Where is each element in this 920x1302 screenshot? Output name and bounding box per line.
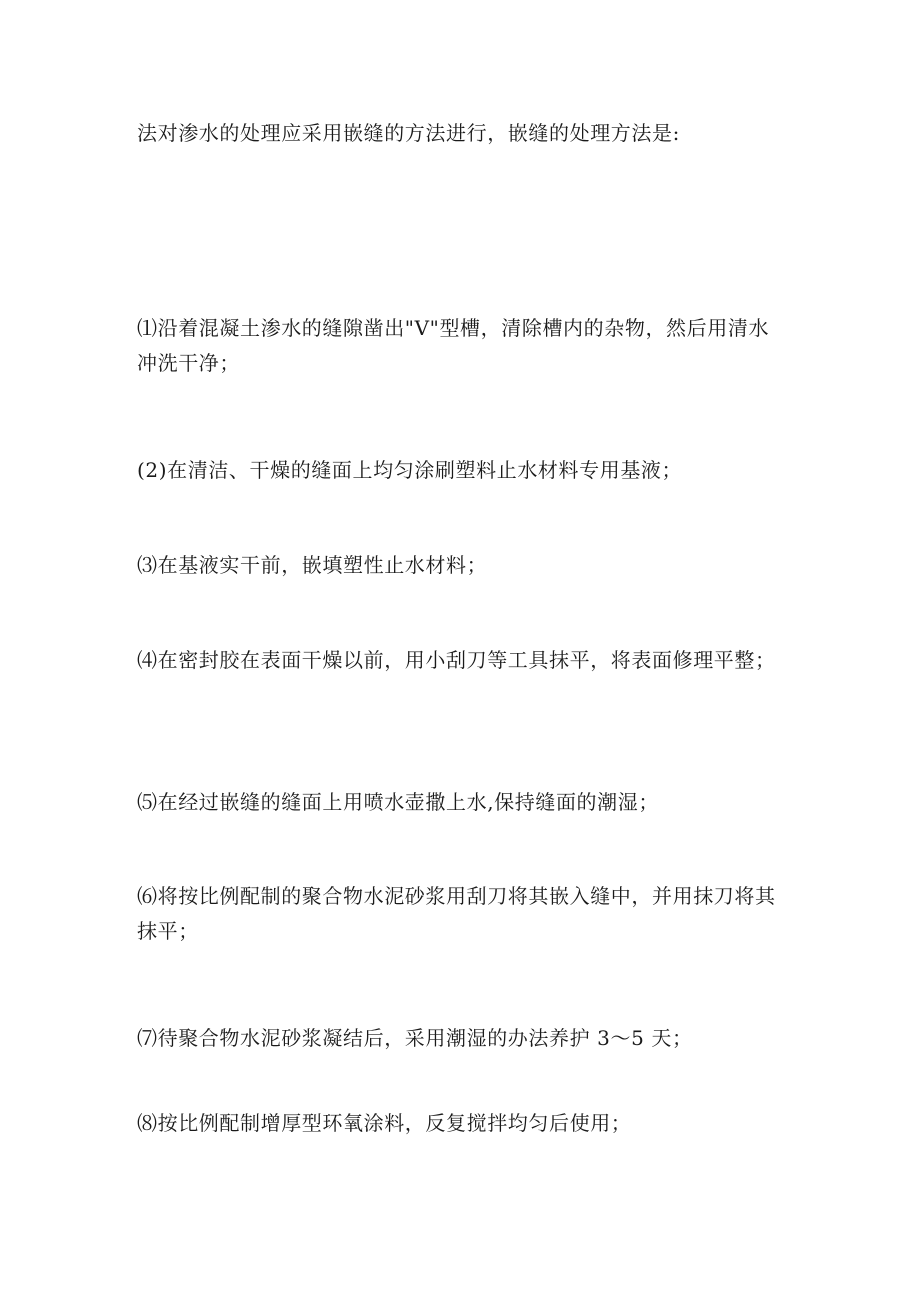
step-8-paragraph: ⑻按比例配制增厚型环氧涂料，反复搅拌均匀后使用； (137, 1111, 632, 1135)
step-3-paragraph: ⑶在基液实干前，嵌填塑性止水材料； (137, 553, 488, 577)
step-6-paragraph: ⑹将按比例配制的聚合物水泥砂浆用刮刀将其嵌入缝中，并用抹刀将其抹平； (137, 884, 776, 943)
step-5-paragraph: ⑸在经过嵌缝的缝面上用喷水壶撒上水,保持缝面的潮湿； (137, 790, 659, 814)
step-1-paragraph: ⑴沿着混凝土渗水的缝隙凿出"V"型槽，清除槽内的杂物，然后用清水冲洗干净； (137, 316, 770, 375)
step-7-paragraph: ⑺待聚合物水泥砂浆凝结后，采用潮湿的办法养护 3～5 天； (137, 1026, 693, 1050)
step-2-paragraph: (2)在清洁、干燥的缝面上均匀涂刷塑料止水材料专用基液； (137, 458, 683, 482)
intro-paragraph: 法对渗水的处理应采用嵌缝的方法进行，嵌缝的处理方法是: (137, 121, 680, 145)
step-4-paragraph: ⑷在密封胶在表面干燥以前，用小刮刀等工具抹平，将表面修理平整； (137, 648, 776, 672)
